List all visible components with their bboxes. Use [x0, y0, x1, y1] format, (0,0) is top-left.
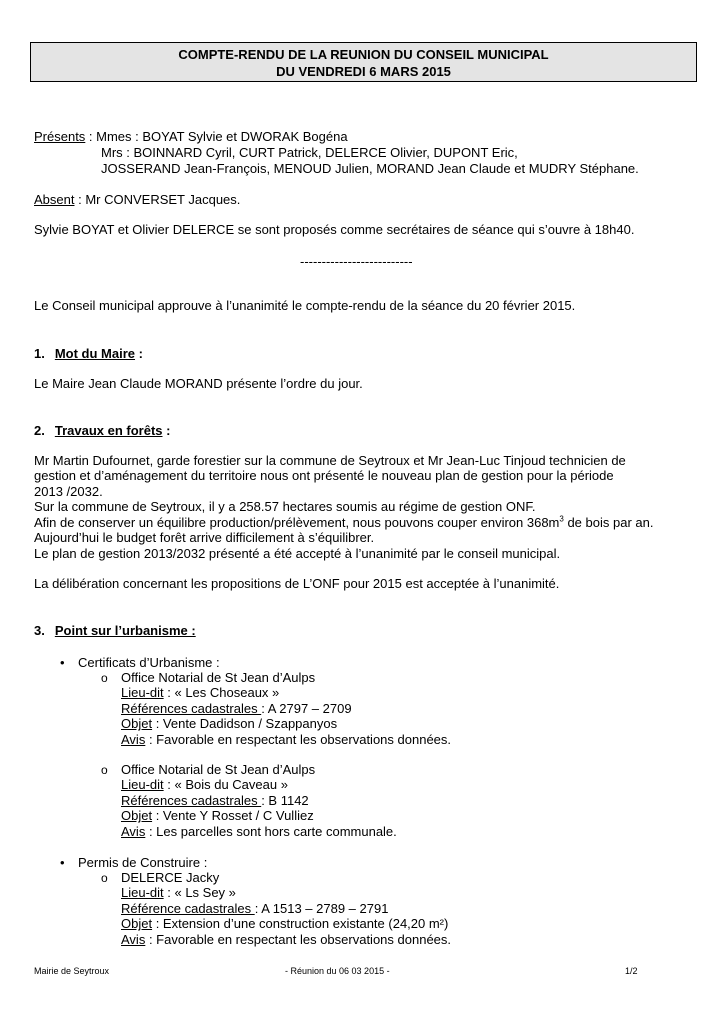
- bullet-permis: Permis de Construire :: [78, 855, 208, 870]
- section-2-line-3: 2013 /2032.: [34, 484, 103, 499]
- cu2-office: Office Notarial de St Jean d’Aulps: [121, 762, 316, 777]
- cu1-ref: [121, 701, 352, 717]
- cu1-lieu-label: Lieu-dit: [121, 685, 164, 700]
- absent-label: Absent: [34, 192, 75, 207]
- section-3-heading: [34, 623, 196, 639]
- title-line-1: COMPTE-RENDU DE LA REUNION DU CONSEIL MUNICIPAL: [178, 47, 549, 62]
- circle-bullet-icon: o: [101, 671, 108, 685]
- pc1-objet-value: : Extension d’une construction existante (24,20 m²): [152, 916, 449, 931]
- cu2-lieu-label: Lieu-dit: [121, 777, 164, 792]
- section-1-colon: :: [135, 346, 143, 361]
- section-2-line-4: Sur la commune de Seytroux, il y a 258.57 hectares soumis au régime de gestion ONF.: [34, 499, 536, 514]
- pc1-ref: [121, 901, 388, 917]
- absent-line: [34, 192, 240, 208]
- section-1-text: Le Maire Jean Claude MORAND présente l’ordre du jour.: [34, 376, 363, 391]
- pc1-objet-label: Objet: [121, 916, 153, 931]
- section-2-line-5-text: Afin de conserver un équilibre production/prélèvement, nous pouvons couper environ 368m: [34, 515, 560, 530]
- cu2-ref-label: Références cadastrales: [121, 793, 262, 808]
- cu1-avis: [121, 732, 451, 748]
- section-2-line-5: [34, 515, 653, 531]
- cu2-objet-value: : Vente Y Rosset / C Vulliez: [152, 808, 314, 823]
- cu2-ref-value: : B 1142: [261, 793, 309, 808]
- cu1-objet-label: Objet: [121, 716, 153, 731]
- circle-bullet-icon: o: [101, 871, 108, 885]
- section-2-line-7: Le plan de gestion 2013/2032 présenté a été accepté à l’unanimité par le conseil municipal.: [34, 546, 561, 561]
- circle-bullet-icon: o: [101, 763, 108, 777]
- presents-women: : Mmes : BOYAT Sylvie et DWORAK Bogéna: [85, 129, 348, 144]
- cubic-superscript: 3: [559, 514, 564, 524]
- section-2-line-6: Aujourd’hui le budget forêt arrive difficilement à s’équilibrer.: [34, 530, 375, 545]
- cu1-objet-value: : Vente Dadidson / Szappanyos: [152, 716, 338, 731]
- absent-text: : Mr CONVERSET Jacques.: [74, 192, 241, 207]
- cu2-objet-label: Objet: [121, 808, 153, 823]
- cu2-lieu: [121, 777, 288, 793]
- pc1-ref-label: Référence cadastrales: [121, 901, 255, 916]
- cu1-lieu-value: : « Les Choseaux »: [163, 685, 280, 700]
- section-2-line-5-end: de bois par an.: [563, 515, 654, 530]
- section-1-heading: [34, 346, 143, 362]
- cu2-objet: [121, 808, 314, 824]
- secretaires-text: Sylvie BOYAT et Olivier DELERCE se sont proposés comme secrétaires de séance qui s’ouvre à 18h40.: [34, 222, 635, 237]
- pc1-lieu-label: Lieu-dit: [121, 885, 164, 900]
- section-2-number: 2.: [34, 423, 45, 438]
- title-line-2: DU VENDREDI 6 MARS 2015: [276, 64, 451, 79]
- presents-line-2: Mrs : BOINNARD Cyril, CURT Patrick, DELERCE Olivier, DUPONT Eric,: [101, 145, 518, 160]
- pc1-ref-value: : A 1513 – 2789 – 2791: [254, 901, 389, 916]
- cu2-avis-value: : Les parcelles sont hors carte communale.: [145, 824, 397, 839]
- cu2-lieu-value: : « Bois du Caveau »: [163, 777, 288, 792]
- bullet-dot-icon: •: [60, 655, 65, 670]
- cu1-avis-label: Avis: [121, 732, 146, 747]
- pc1-avis: [121, 932, 451, 948]
- section-2-colon: :: [162, 423, 171, 438]
- cu1-objet: [121, 716, 337, 732]
- section-2-line-1: Mr Martin Dufournet, garde forestier sur la commune de Seytroux et Mr Jean-Luc Tinjoud technicien de: [34, 453, 626, 468]
- cu1-office: Office Notarial de St Jean d’Aulps: [121, 670, 316, 685]
- cu1-lieu: [121, 685, 279, 701]
- section-2-line-2: gestion et d’aménagement du territoire nous ont présenté le nouveau plan de gestion pour la période: [34, 468, 614, 483]
- cu2-avis-label: Avis: [121, 824, 146, 839]
- section-2-title: Travaux en forêts: [54, 423, 163, 438]
- pc1-name: DELERCE Jacky: [121, 870, 220, 885]
- section-3-number: 3.: [34, 623, 45, 638]
- presents-label: Présents: [34, 129, 86, 144]
- footer-left: Mairie de Seytroux: [34, 966, 110, 976]
- separator: --------------------------: [300, 254, 413, 269]
- cu1-ref-label: Références cadastrales: [121, 701, 262, 716]
- pc1-lieu: [121, 885, 236, 901]
- bullet-dot-icon: •: [60, 855, 65, 870]
- cu1-avis-value: : Favorable en respectant les observations données.: [145, 732, 452, 747]
- pc1-objet: [121, 916, 448, 932]
- presents-line-1: [34, 129, 348, 145]
- approbation-text: Le Conseil municipal approuve à l’unanimité le compte-rendu de la séance du 20 février 2015.: [34, 298, 576, 313]
- section-2-line-8: La délibération concernant les propositions de L’ONF pour 2015 est acceptée à l’unanimité.: [34, 576, 560, 591]
- section-1-number: 1.: [34, 346, 45, 361]
- section-2-heading: [34, 423, 170, 439]
- footer-center: - Réunion du 06 03 2015 -: [285, 966, 390, 976]
- pc1-avis-label: Avis: [121, 932, 146, 947]
- section-1-title: Mot du Maire: [54, 346, 136, 361]
- presents-line-3: JOSSERAND Jean-François, MENOUD Julien, MORAND Jean Claude et MUDRY Stéphane.: [101, 161, 639, 176]
- pc1-avis-value: : Favorable en respectant les observations données.: [145, 932, 452, 947]
- footer-page-number: 1/2: [625, 966, 638, 976]
- cu2-ref: [121, 793, 309, 809]
- cu2-avis: [121, 824, 397, 840]
- cu1-ref-value: : A 2797 – 2709: [261, 701, 352, 716]
- section-3-title: Point sur l’urbanisme :: [54, 623, 196, 638]
- document-title-box: [30, 42, 697, 82]
- pc1-lieu-value: : « Ls Sey »: [163, 885, 236, 900]
- bullet-certificats: Certificats d’Urbanisme :: [78, 655, 220, 670]
